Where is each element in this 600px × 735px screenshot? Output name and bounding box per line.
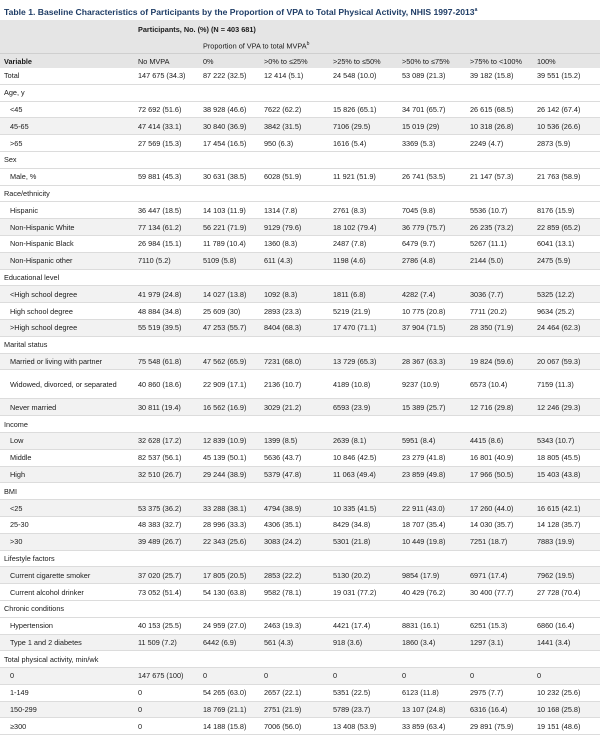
- cell-gt75-lt100: 4415 (8.6): [466, 432, 533, 449]
- cell-zero-pct: 17 454 (16.5): [199, 135, 260, 152]
- cell-gt75-lt100: 14 030 (35.7): [466, 516, 533, 533]
- cell-gt0-le25: 5379 (47.8): [260, 466, 329, 483]
- cell-zero-pct: 5109 (5.8): [199, 252, 260, 269]
- cell-no-mvpa: 41 979 (24.8): [134, 286, 199, 303]
- cell-zero-pct: 22 343 (25.6): [199, 533, 260, 550]
- cell-hundred-pct: 5343 (10.7): [533, 432, 600, 449]
- cell-gt50-le75: 33 859 (63.4): [398, 718, 466, 735]
- row-label: Current cigarette smoker: [0, 567, 134, 584]
- cell-gt50-le75: 6123 (11.8): [398, 684, 466, 701]
- cell-gt50-le75: 1860 (3.4): [398, 634, 466, 651]
- cell-hundred-pct: 39 551 (15.2): [533, 68, 600, 84]
- table-row: [0, 353, 600, 370]
- cell-gt25-le50: 13 729 (65.3): [329, 353, 398, 370]
- row-label: Hypertension: [0, 617, 134, 634]
- cell-hundred-pct: 6860 (16.4): [533, 617, 600, 634]
- section-label: Chronic conditions: [0, 600, 600, 617]
- cell-zero-pct: 0: [199, 668, 260, 685]
- cell-zero-pct: 22 909 (17.1): [199, 370, 260, 399]
- cell-zero-pct: 56 221 (71.9): [199, 219, 260, 236]
- row-label: High school degree: [0, 303, 134, 320]
- cell-gt0-le25: 7231 (68.0): [260, 353, 329, 370]
- cell-gt75-lt100: 2144 (5.0): [466, 252, 533, 269]
- cell-hundred-pct: 2873 (5.9): [533, 135, 600, 152]
- section-label: Lifestyle factors: [0, 550, 600, 567]
- cell-hundred-pct: 15 403 (43.8): [533, 466, 600, 483]
- cell-hundred-pct: 6041 (13.1): [533, 235, 600, 252]
- cell-no-mvpa: 73 052 (51.4): [134, 584, 199, 601]
- section-label: Age, y: [0, 84, 600, 101]
- column-header-variable: Variable: [0, 54, 134, 69]
- cell-no-mvpa: 27 569 (15.3): [134, 135, 199, 152]
- cell-gt0-le25: 9129 (79.6): [260, 219, 329, 236]
- cell-gt75-lt100: 39 182 (15.8): [466, 68, 533, 84]
- cell-hundred-pct: 24 464 (62.3): [533, 319, 600, 336]
- cell-gt50-le75: 6479 (9.7): [398, 235, 466, 252]
- cell-no-mvpa: 39 489 (26.7): [134, 533, 199, 550]
- cell-zero-pct: 14 188 (15.8): [199, 718, 260, 735]
- cell-gt75-lt100: 17 260 (44.0): [466, 500, 533, 517]
- section-label: Marital status: [0, 336, 600, 353]
- cell-gt0-le25: 9582 (78.1): [260, 584, 329, 601]
- cell-zero-pct: 28 996 (33.3): [199, 516, 260, 533]
- cell-no-mvpa: 0: [134, 684, 199, 701]
- cell-gt0-le25: 561 (4.3): [260, 634, 329, 651]
- table-row: [0, 118, 600, 135]
- row-label: 0: [0, 668, 134, 685]
- cell-gt50-le75: 10 775 (20.8): [398, 303, 466, 320]
- cell-zero-pct: 47 253 (55.7): [199, 319, 260, 336]
- header-blank: [0, 20, 134, 38]
- cell-no-mvpa: 0: [134, 718, 199, 735]
- cell-zero-pct: 33 288 (38.1): [199, 500, 260, 517]
- cell-gt0-le25: 7622 (62.2): [260, 101, 329, 118]
- cell-gt0-le25: 2893 (23.3): [260, 303, 329, 320]
- cell-hundred-pct: 7159 (11.3): [533, 370, 600, 399]
- cell-gt75-lt100: 0: [466, 668, 533, 685]
- cell-zero-pct: 87 222 (32.5): [199, 68, 260, 84]
- cell-hundred-pct: 0: [533, 668, 600, 685]
- row-label: Middle: [0, 449, 134, 466]
- table-row: [0, 235, 600, 252]
- table-row: [0, 668, 600, 685]
- cell-gt25-le50: 11 921 (51.9): [329, 168, 398, 185]
- cell-zero-pct: 11 789 (10.4): [199, 235, 260, 252]
- row-label: <High school degree: [0, 286, 134, 303]
- cell-gt50-le75: 7045 (9.8): [398, 202, 466, 219]
- cell-gt25-le50: 5219 (21.9): [329, 303, 398, 320]
- row-label: 150-299: [0, 701, 134, 718]
- cell-gt0-le25: 2657 (22.1): [260, 684, 329, 701]
- cell-hundred-pct: 14 128 (35.7): [533, 516, 600, 533]
- cell-no-mvpa: 82 537 (56.1): [134, 449, 199, 466]
- header-blank: [0, 38, 134, 54]
- cell-gt25-le50: 15 826 (65.1): [329, 101, 398, 118]
- cell-no-mvpa: 32 628 (17.2): [134, 432, 199, 449]
- cell-no-mvpa: 47 414 (33.1): [134, 118, 199, 135]
- cell-gt50-le75: 22 911 (43.0): [398, 500, 466, 517]
- cell-gt0-le25: 1314 (7.8): [260, 202, 329, 219]
- cell-gt75-lt100: 17 966 (50.5): [466, 466, 533, 483]
- section-header-row: [0, 416, 600, 433]
- cell-gt50-le75: 15 019 (29): [398, 118, 466, 135]
- cell-gt25-le50: 6593 (23.9): [329, 399, 398, 416]
- cell-gt0-le25: 611 (4.3): [260, 252, 329, 269]
- column-header-gt0-le25: >0% to ≤25%: [260, 54, 329, 69]
- row-label: Married or living with partner: [0, 353, 134, 370]
- cell-hundred-pct: 21 763 (58.9): [533, 168, 600, 185]
- cell-gt75-lt100: 29 891 (75.9): [466, 718, 533, 735]
- cell-gt75-lt100: 7251 (18.7): [466, 533, 533, 550]
- table-row: [0, 567, 600, 584]
- row-label: >30: [0, 533, 134, 550]
- column-header-no-mvpa: No MVPA: [134, 54, 199, 69]
- cell-gt50-le75: 15 389 (25.7): [398, 399, 466, 416]
- cell-hundred-pct: 18 805 (45.5): [533, 449, 600, 466]
- table-row: [0, 399, 600, 416]
- cell-hundred-pct: 5325 (12.2): [533, 286, 600, 303]
- table-row: [0, 634, 600, 651]
- cell-zero-pct: 54 265 (63.0): [199, 684, 260, 701]
- cell-zero-pct: 18 769 (21.1): [199, 701, 260, 718]
- cell-gt25-le50: 13 408 (53.9): [329, 718, 398, 735]
- cell-gt0-le25: 1092 (8.3): [260, 286, 329, 303]
- header-participants: Participants, No. (%) (N = 403 681): [134, 20, 600, 38]
- cell-gt0-le25: 12 414 (5.1): [260, 68, 329, 84]
- table-title: Table 1. Baseline Characteristics of Participants by the Proportion of VPA to Total Physical Activity, NHIS 1997-2013$^a$: [4, 6, 478, 17]
- section-header-row: [0, 651, 600, 668]
- row-label: >High school degree: [0, 319, 134, 336]
- cell-gt0-le25: 5636 (43.7): [260, 449, 329, 466]
- cell-hundred-pct: 7962 (19.5): [533, 567, 600, 584]
- cell-no-mvpa: 40 153 (25.5): [134, 617, 199, 634]
- cell-gt75-lt100: 21 147 (57.3): [466, 168, 533, 185]
- cell-gt50-le75: 8831 (16.1): [398, 617, 466, 634]
- cell-zero-pct: 16 562 (16.9): [199, 399, 260, 416]
- cell-gt0-le25: 8404 (68.3): [260, 319, 329, 336]
- section-label: Sex: [0, 151, 600, 168]
- header-blank: [134, 38, 199, 54]
- cell-gt0-le25: 6028 (51.9): [260, 168, 329, 185]
- table-row: [0, 449, 600, 466]
- cell-zero-pct: 12 839 (10.9): [199, 432, 260, 449]
- cell-hundred-pct: 10 232 (25.6): [533, 684, 600, 701]
- table-row: [0, 617, 600, 634]
- cell-gt0-le25: 2751 (21.9): [260, 701, 329, 718]
- cell-gt75-lt100: 6316 (16.4): [466, 701, 533, 718]
- cell-zero-pct: 14 027 (13.8): [199, 286, 260, 303]
- cell-hundred-pct: 1441 (3.4): [533, 634, 600, 651]
- table-row: [0, 500, 600, 517]
- cell-no-mvpa: 55 519 (39.5): [134, 319, 199, 336]
- row-label: Non-Hispanic other: [0, 252, 134, 269]
- row-label: Non-Hispanic White: [0, 219, 134, 236]
- cell-gt75-lt100: 5536 (10.7): [466, 202, 533, 219]
- cell-gt75-lt100: 1297 (3.1): [466, 634, 533, 651]
- section-header-row: [0, 84, 600, 101]
- cell-no-mvpa: 77 134 (61.2): [134, 219, 199, 236]
- row-label: 45-65: [0, 118, 134, 135]
- table-row: [0, 584, 600, 601]
- cell-gt50-le75: 9854 (17.9): [398, 567, 466, 584]
- cell-gt50-le75: 40 429 (76.2): [398, 584, 466, 601]
- cell-gt75-lt100: 2975 (7.7): [466, 684, 533, 701]
- row-label: Male, %: [0, 168, 134, 185]
- cell-gt50-le75: 5951 (8.4): [398, 432, 466, 449]
- section-label: Educational level: [0, 269, 600, 286]
- cell-gt25-le50: 1198 (4.6): [329, 252, 398, 269]
- cell-gt25-le50: 5301 (21.8): [329, 533, 398, 550]
- cell-gt0-le25: 3842 (31.5): [260, 118, 329, 135]
- cell-gt0-le25: 0: [260, 668, 329, 685]
- row-label: Hispanic: [0, 202, 134, 219]
- section-label: Total physical activity, min/wk: [0, 651, 600, 668]
- cell-no-mvpa: 147 675 (100): [134, 668, 199, 685]
- cell-hundred-pct: 26 142 (67.4): [533, 101, 600, 118]
- table-row: [0, 466, 600, 483]
- cell-gt0-le25: 3029 (21.2): [260, 399, 329, 416]
- cell-zero-pct: 30 840 (36.9): [199, 118, 260, 135]
- cell-gt75-lt100: 19 824 (59.6): [466, 353, 533, 370]
- cell-gt25-le50: 2487 (7.8): [329, 235, 398, 252]
- cell-gt50-le75: 2786 (4.8): [398, 252, 466, 269]
- cell-gt75-lt100: 10 318 (26.8): [466, 118, 533, 135]
- cell-no-mvpa: 11 509 (7.2): [134, 634, 199, 651]
- cell-hundred-pct: 19 151 (48.6): [533, 718, 600, 735]
- cell-gt50-le75: 13 107 (24.8): [398, 701, 466, 718]
- cell-gt25-le50: 5351 (22.5): [329, 684, 398, 701]
- section-header-row: [0, 336, 600, 353]
- row-label: >65: [0, 135, 134, 152]
- cell-gt50-le75: 18 707 (35.4): [398, 516, 466, 533]
- row-label: 25-30: [0, 516, 134, 533]
- cell-no-mvpa: 7110 (5.2): [134, 252, 199, 269]
- section-header-row: [0, 600, 600, 617]
- row-label: <25: [0, 500, 134, 517]
- table-row: [0, 219, 600, 236]
- table-row: [0, 533, 600, 550]
- row-label: Type 1 and 2 diabetes: [0, 634, 134, 651]
- cell-gt50-le75: 4282 (7.4): [398, 286, 466, 303]
- cell-no-mvpa: 75 548 (61.8): [134, 353, 199, 370]
- table-row: [0, 319, 600, 336]
- cell-zero-pct: 38 928 (46.6): [199, 101, 260, 118]
- row-label: ≥300: [0, 718, 134, 735]
- row-label: Total: [0, 68, 134, 84]
- cell-gt25-le50: 5789 (23.7): [329, 701, 398, 718]
- cell-gt25-le50: 4421 (17.4): [329, 617, 398, 634]
- cell-zero-pct: 6442 (6.9): [199, 634, 260, 651]
- cell-no-mvpa: 37 020 (25.7): [134, 567, 199, 584]
- row-label: High: [0, 466, 134, 483]
- cell-gt75-lt100: 7711 (20.2): [466, 303, 533, 320]
- table-row: [0, 202, 600, 219]
- cell-gt25-le50: 918 (3.6): [329, 634, 398, 651]
- cell-no-mvpa: 48 383 (32.7): [134, 516, 199, 533]
- column-header-zero-pct: 0%: [199, 54, 260, 69]
- cell-hundred-pct: 16 615 (42.1): [533, 500, 600, 517]
- cell-no-mvpa: 72 692 (51.6): [134, 101, 199, 118]
- cell-gt75-lt100: 28 350 (71.9): [466, 319, 533, 336]
- section-label: BMI: [0, 483, 600, 500]
- table-row: [0, 370, 600, 399]
- cell-no-mvpa: 48 884 (34.8): [134, 303, 199, 320]
- row-label: Low: [0, 432, 134, 449]
- baseline-characteristics-table: [0, 20, 600, 735]
- section-header-row: [0, 269, 600, 286]
- cell-no-mvpa: 26 984 (15.1): [134, 235, 199, 252]
- cell-gt25-le50: 2761 (8.3): [329, 202, 398, 219]
- cell-gt0-le25: 1399 (8.5): [260, 432, 329, 449]
- table-row: [0, 432, 600, 449]
- cell-no-mvpa: 0: [134, 701, 199, 718]
- cell-gt25-le50: 10 335 (41.5): [329, 500, 398, 517]
- cell-gt50-le75: 10 449 (19.8): [398, 533, 466, 550]
- cell-gt50-le75: 34 701 (65.7): [398, 101, 466, 118]
- cell-gt50-le75: 3369 (5.3): [398, 135, 466, 152]
- cell-no-mvpa: 59 881 (45.3): [134, 168, 199, 185]
- cell-gt50-le75: 23 859 (49.8): [398, 466, 466, 483]
- cell-gt75-lt100: 12 716 (29.8): [466, 399, 533, 416]
- cell-hundred-pct: 27 728 (70.4): [533, 584, 600, 601]
- cell-gt50-le75: 37 904 (71.5): [398, 319, 466, 336]
- cell-hundred-pct: 20 067 (59.3): [533, 353, 600, 370]
- cell-gt75-lt100: 26 615 (68.5): [466, 101, 533, 118]
- cell-no-mvpa: 40 860 (18.6): [134, 370, 199, 399]
- cell-gt25-le50: 1811 (6.8): [329, 286, 398, 303]
- table-row: [0, 168, 600, 185]
- table-row: [0, 286, 600, 303]
- column-header-gt75-lt100: >75% to <100%: [466, 54, 533, 69]
- table-row: [0, 135, 600, 152]
- table-row: [0, 684, 600, 701]
- cell-gt25-le50: 19 031 (77.2): [329, 584, 398, 601]
- cell-hundred-pct: 12 246 (29.3): [533, 399, 600, 416]
- cell-gt0-le25: 2463 (19.3): [260, 617, 329, 634]
- column-header-gt25-le50: >25% to ≤50%: [329, 54, 398, 69]
- cell-gt75-lt100: 6573 (10.4): [466, 370, 533, 399]
- table-row: [0, 252, 600, 269]
- cell-gt0-le25: 1360 (8.3): [260, 235, 329, 252]
- cell-gt25-le50: 5130 (20.2): [329, 567, 398, 584]
- cell-gt0-le25: 3083 (24.2): [260, 533, 329, 550]
- cell-zero-pct: 24 959 (27.0): [199, 617, 260, 634]
- cell-gt25-le50: 0: [329, 668, 398, 685]
- cell-gt0-le25: 950 (6.3): [260, 135, 329, 152]
- table-row: [0, 701, 600, 718]
- cell-gt25-le50: 4189 (10.8): [329, 370, 398, 399]
- cell-hundred-pct: 7883 (19.9): [533, 533, 600, 550]
- cell-gt50-le75: 53 089 (21.3): [398, 68, 466, 84]
- column-header-hundred-pct: 100%: [533, 54, 600, 69]
- row-label: Widowed, divorced, or separated: [0, 370, 134, 399]
- row-label: <45: [0, 101, 134, 118]
- cell-gt25-le50: 1616 (5.4): [329, 135, 398, 152]
- section-header-row: [0, 151, 600, 168]
- cell-gt0-le25: 7006 (56.0): [260, 718, 329, 735]
- cell-gt75-lt100: 26 235 (73.2): [466, 219, 533, 236]
- cell-gt25-le50: 10 846 (42.5): [329, 449, 398, 466]
- section-label: Race/ethnicity: [0, 185, 600, 202]
- cell-hundred-pct: 9634 (25.2): [533, 303, 600, 320]
- cell-zero-pct: 47 562 (65.9): [199, 353, 260, 370]
- cell-no-mvpa: 30 811 (19.4): [134, 399, 199, 416]
- section-header-row: [0, 550, 600, 567]
- cell-gt75-lt100: 6971 (17.4): [466, 567, 533, 584]
- cell-hundred-pct: 10 168 (25.8): [533, 701, 600, 718]
- cell-gt0-le25: 2853 (22.2): [260, 567, 329, 584]
- cell-zero-pct: 54 130 (63.8): [199, 584, 260, 601]
- cell-gt0-le25: 4794 (38.9): [260, 500, 329, 517]
- cell-gt50-le75: 28 367 (63.3): [398, 353, 466, 370]
- cell-gt0-le25: 2136 (10.7): [260, 370, 329, 399]
- cell-hundred-pct: 2475 (5.9): [533, 252, 600, 269]
- cell-gt25-le50: 17 470 (71.1): [329, 319, 398, 336]
- cell-gt75-lt100: 6251 (15.3): [466, 617, 533, 634]
- cell-gt25-le50: 2639 (8.1): [329, 432, 398, 449]
- cell-no-mvpa: 53 375 (36.2): [134, 500, 199, 517]
- cell-gt50-le75: 36 779 (75.7): [398, 219, 466, 236]
- cell-no-mvpa: 36 447 (18.5): [134, 202, 199, 219]
- cell-zero-pct: 25 609 (30): [199, 303, 260, 320]
- cell-gt75-lt100: 16 801 (40.9): [466, 449, 533, 466]
- header-proportion: Proportion of VPA to total MVPA$^b$: [199, 38, 600, 54]
- row-label: Never married: [0, 399, 134, 416]
- cell-gt75-lt100: 30 400 (77.7): [466, 584, 533, 601]
- cell-gt50-le75: 23 279 (41.8): [398, 449, 466, 466]
- row-label: Current alcohol drinker: [0, 584, 134, 601]
- cell-gt25-le50: 11 063 (49.4): [329, 466, 398, 483]
- cell-zero-pct: 29 244 (38.9): [199, 466, 260, 483]
- cell-gt50-le75: 26 741 (53.5): [398, 168, 466, 185]
- cell-zero-pct: 14 103 (11.9): [199, 202, 260, 219]
- table-row: [0, 303, 600, 320]
- cell-zero-pct: 45 139 (50.1): [199, 449, 260, 466]
- column-header-gt50-le75: >50% to ≤75%: [398, 54, 466, 69]
- cell-hundred-pct: 8176 (15.9): [533, 202, 600, 219]
- cell-hundred-pct: 10 536 (26.6): [533, 118, 600, 135]
- table-row: [0, 101, 600, 118]
- cell-gt25-le50: 18 102 (79.4): [329, 219, 398, 236]
- section-label: Income: [0, 416, 600, 433]
- section-header-row: [0, 483, 600, 500]
- cell-zero-pct: 17 805 (20.5): [199, 567, 260, 584]
- table-row: [0, 516, 600, 533]
- cell-gt75-lt100: 5267 (11.1): [466, 235, 533, 252]
- row-label: Non-Hispanic Black: [0, 235, 134, 252]
- cell-gt25-le50: 24 548 (10.0): [329, 68, 398, 84]
- cell-gt75-lt100: 2249 (4.7): [466, 135, 533, 152]
- cell-no-mvpa: 147 675 (34.3): [134, 68, 199, 84]
- cell-gt25-le50: 7106 (29.5): [329, 118, 398, 135]
- cell-gt0-le25: 4306 (35.1): [260, 516, 329, 533]
- cell-zero-pct: 30 631 (38.5): [199, 168, 260, 185]
- cell-hundred-pct: 22 859 (65.2): [533, 219, 600, 236]
- table-row: [0, 68, 600, 84]
- cell-no-mvpa: 32 510 (26.7): [134, 466, 199, 483]
- cell-gt50-le75: 0: [398, 668, 466, 685]
- table-row: [0, 718, 600, 735]
- cell-gt25-le50: 8429 (34.8): [329, 516, 398, 533]
- row-label: 1-149: [0, 684, 134, 701]
- section-header-row: [0, 185, 600, 202]
- cell-gt75-lt100: 3036 (7.7): [466, 286, 533, 303]
- cell-gt50-le75: 9237 (10.9): [398, 370, 466, 399]
